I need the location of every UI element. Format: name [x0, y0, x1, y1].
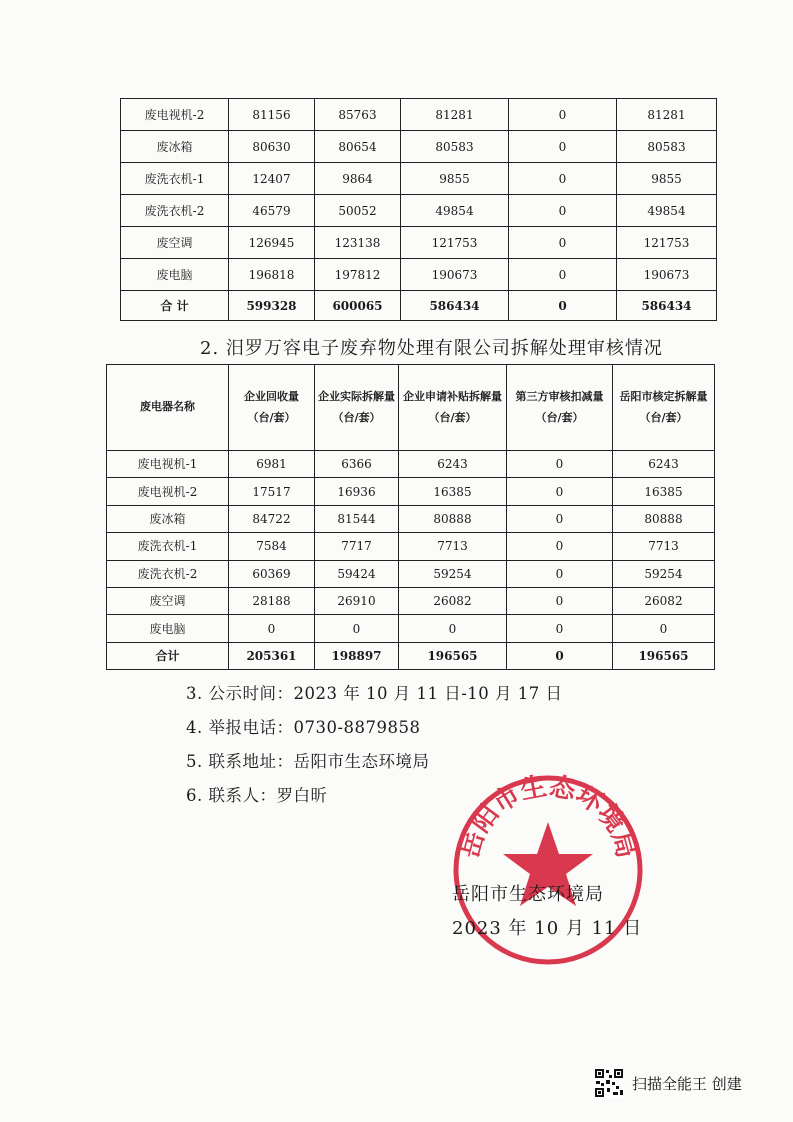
value-cell: 9855 — [617, 163, 717, 195]
value-cell: 190673 — [617, 259, 717, 291]
table-row — [107, 451, 715, 478]
appliance-name-cell: 废电视机-1 — [107, 451, 229, 478]
total-label: 合 计 — [121, 291, 229, 321]
value-cell: 123138 — [315, 227, 401, 259]
table-row — [121, 259, 717, 291]
column-header: 企业回收量（台/套） — [229, 365, 315, 451]
value-cell: 26910 — [315, 587, 399, 614]
appliance-name-cell: 废电脑 — [121, 259, 229, 291]
value-cell: 190673 — [401, 259, 509, 291]
appliance-name-cell: 废洗衣机-1 — [107, 533, 229, 560]
scanner-watermark — [594, 1068, 742, 1098]
value-cell: 0 — [507, 560, 613, 587]
value-cell: 7713 — [399, 533, 507, 560]
value-cell: 84722 — [229, 505, 315, 532]
total-value: 599328 — [229, 291, 315, 321]
value-cell: 46579 — [229, 195, 315, 227]
appliance-name-cell: 废洗衣机-1 — [121, 163, 229, 195]
value-cell: 85763 — [315, 99, 401, 131]
contact-address: 5. 联系地址：岳阳市生态环境局 — [186, 752, 430, 771]
value-cell: 197812 — [315, 259, 401, 291]
issuer-name: 岳阳市生态环境局 — [452, 884, 604, 905]
value-cell: 6243 — [613, 451, 715, 478]
value-cell: 7717 — [315, 533, 399, 560]
value-cell: 50052 — [315, 195, 401, 227]
column-header: 岳阳市核定拆解量（台/套） — [613, 365, 715, 451]
value-cell: 59424 — [315, 560, 399, 587]
value-cell: 81156 — [229, 99, 315, 131]
value-cell: 80888 — [613, 505, 715, 532]
table-row — [121, 227, 717, 259]
value-cell: 26082 — [399, 587, 507, 614]
column-header: 第三方审核扣减量（台/套） — [507, 365, 613, 451]
value-cell: 81544 — [315, 505, 399, 532]
appliance-name-cell: 废空调 — [107, 587, 229, 614]
total-value: 586434 — [617, 291, 717, 321]
issue-date: 2023 年 10 月 11 日 — [452, 918, 643, 939]
value-cell: 16936 — [315, 478, 399, 505]
value-cell: 121753 — [401, 227, 509, 259]
column-header: 企业申请补贴拆解量（台/套） — [399, 365, 507, 451]
total-row — [121, 291, 717, 321]
table-row — [121, 131, 717, 163]
total-row — [107, 642, 715, 669]
value-cell: 6366 — [315, 451, 399, 478]
appliance-name-cell: 废电视机-2 — [107, 478, 229, 505]
appliance-name-cell: 废电脑 — [107, 615, 229, 642]
value-cell: 7584 — [229, 533, 315, 560]
value-cell: 6981 — [229, 451, 315, 478]
total-value: 198897 — [315, 642, 399, 669]
value-cell: 0 — [613, 615, 715, 642]
value-cell: 0 — [315, 615, 399, 642]
table-1 — [120, 98, 717, 321]
value-cell: 9855 — [401, 163, 509, 195]
value-cell: 49854 — [401, 195, 509, 227]
value-cell: 60369 — [229, 560, 315, 587]
table-row — [107, 615, 715, 642]
publicity-period: 3. 公示时间：2023 年 10 月 11 日-10 月 17 日 — [186, 684, 563, 703]
value-cell: 0 — [507, 505, 613, 532]
total-label: 合计 — [107, 642, 229, 669]
table-row — [121, 195, 717, 227]
value-cell: 59254 — [399, 560, 507, 587]
value-cell: 121753 — [617, 227, 717, 259]
appliance-name-cell: 废冰箱 — [121, 131, 229, 163]
appliance-name-cell: 废洗衣机-2 — [107, 560, 229, 587]
report-phone: 4. 举报电话：0730-8879858 — [186, 718, 421, 737]
value-cell: 0 — [509, 99, 617, 131]
value-cell: 12407 — [229, 163, 315, 195]
value-cell: 196818 — [229, 259, 315, 291]
value-cell: 81281 — [617, 99, 717, 131]
value-cell: 0 — [509, 131, 617, 163]
value-cell: 6243 — [399, 451, 507, 478]
table-row — [107, 587, 715, 614]
table-row — [107, 478, 715, 505]
official-seal — [448, 770, 648, 970]
value-cell: 9864 — [315, 163, 401, 195]
value-cell: 0 — [509, 195, 617, 227]
table-2 — [106, 364, 715, 670]
value-cell: 0 — [509, 259, 617, 291]
appliance-name-cell: 废冰箱 — [107, 505, 229, 532]
value-cell: 0 — [507, 451, 613, 478]
value-cell: 7713 — [613, 533, 715, 560]
value-cell: 80583 — [617, 131, 717, 163]
total-value: 600065 — [315, 291, 401, 321]
table-1-body — [121, 99, 717, 321]
table-2-header-row — [107, 365, 715, 451]
value-cell: 0 — [507, 587, 613, 614]
value-cell: 59254 — [613, 560, 715, 587]
value-cell: 17517 — [229, 478, 315, 505]
value-cell: 80583 — [401, 131, 509, 163]
appliance-name-cell: 废洗衣机-2 — [121, 195, 229, 227]
value-cell: 80888 — [399, 505, 507, 532]
table-row — [121, 163, 717, 195]
total-value: 0 — [507, 642, 613, 669]
value-cell: 16385 — [399, 478, 507, 505]
appliance-name-cell: 废空调 — [121, 227, 229, 259]
value-cell: 0 — [509, 227, 617, 259]
total-value: 0 — [509, 291, 617, 321]
contact-person: 6. 联系人：罗白昕 — [186, 786, 328, 805]
value-cell: 0 — [507, 478, 613, 505]
value-cell: 0 — [399, 615, 507, 642]
table-row — [121, 99, 717, 131]
watermark-text: 扫描全能王 创建 — [632, 1074, 742, 1093]
seal-text: 岳阳市生态环境局 — [454, 771, 642, 862]
total-value: 586434 — [401, 291, 509, 321]
value-cell: 81281 — [401, 99, 509, 131]
value-cell: 49854 — [617, 195, 717, 227]
value-cell: 0 — [229, 615, 315, 642]
section-2-title: 2. 汨罗万容电子废弃物处理有限公司拆解处理审核情况 — [200, 338, 663, 359]
value-cell: 0 — [507, 533, 613, 560]
column-header: 企业实际拆解量（台/套） — [315, 365, 399, 451]
column-header: 废电器名称 — [107, 365, 229, 451]
table-row — [107, 533, 715, 560]
value-cell: 28188 — [229, 587, 315, 614]
value-cell: 126945 — [229, 227, 315, 259]
value-cell: 0 — [507, 615, 613, 642]
total-value: 205361 — [229, 642, 315, 669]
total-value: 196565 — [613, 642, 715, 669]
total-value: 196565 — [399, 642, 507, 669]
value-cell: 16385 — [613, 478, 715, 505]
value-cell: 80630 — [229, 131, 315, 163]
table-row — [107, 560, 715, 587]
value-cell: 26082 — [613, 587, 715, 614]
qr-code-icon — [594, 1068, 624, 1098]
table-row — [107, 505, 715, 532]
appliance-name-cell: 废电视机-2 — [121, 99, 229, 131]
table-2-body — [107, 451, 715, 670]
value-cell: 80654 — [315, 131, 401, 163]
value-cell: 0 — [509, 163, 617, 195]
